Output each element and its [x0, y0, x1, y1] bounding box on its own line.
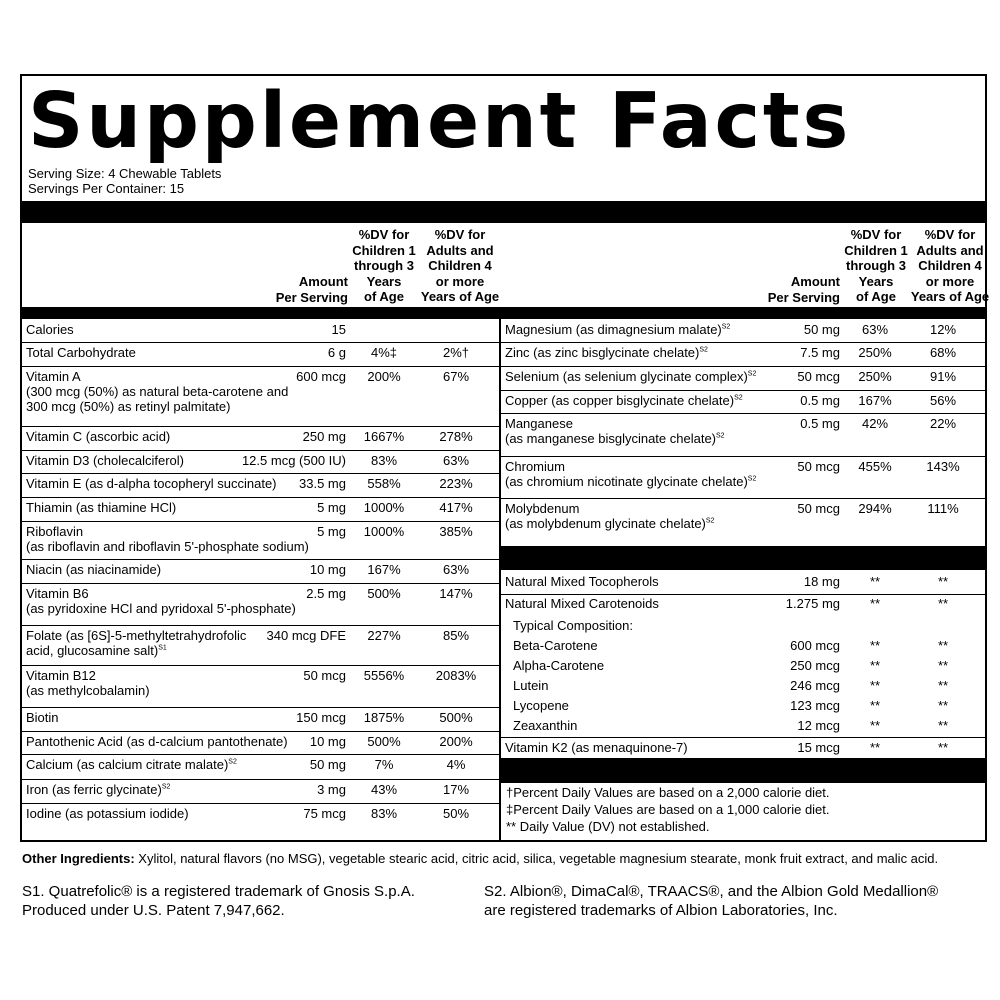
footnote-marker: S1: [158, 644, 167, 652]
amount-per-serving: 340 mcg DFE: [266, 628, 346, 643]
amount-per-serving: 15: [331, 322, 346, 337]
dv-adults: 22%: [929, 416, 957, 431]
nutrient-name: Vitamin A: [26, 369, 81, 384]
amount-per-serving: 18 mg: [803, 574, 840, 589]
dv-adults: **: [937, 638, 949, 653]
nutrient-name: Vitamin D3 (cholecalciferol): [26, 453, 184, 468]
panel-title: Supplement Facts: [28, 77, 852, 166]
dv-note-1000: ‡Percent Daily Values are based on a 1,000 calorie diet.: [506, 802, 830, 817]
nutrient-name: Vitamin C (ascorbic acid): [26, 429, 171, 444]
amount-per-serving: 2.5 mg: [306, 586, 346, 601]
nutrient-name: Iodine (as potassium iodide): [26, 806, 189, 821]
row-divider: [22, 559, 499, 560]
amount-per-serving: 150 mcg: [296, 710, 346, 725]
nutrient-name: Manganese: [505, 416, 573, 431]
dv-children: 227%: [367, 628, 401, 643]
amount-per-serving: 246 mcg: [790, 678, 840, 693]
right-header-amount: Amount Per Serving: [767, 274, 840, 305]
dv-children: **: [869, 718, 881, 733]
nutrient-name: Calcium (as calcium citrate malate)$^{S2}$: [26, 757, 237, 772]
footnote-marker: S2: [734, 394, 743, 402]
dv-adults: 385%: [439, 524, 473, 539]
nutrient-name: (as pyridoxine HCl and pyridoxal 5'-phosphate): [26, 601, 296, 616]
dv-adults: **: [937, 740, 949, 755]
dv-children: **: [869, 658, 881, 673]
right-header-dv-children: %DV for Children 1 through 3 Years of Age: [844, 227, 908, 305]
amount-per-serving: 7.5 mg: [800, 345, 840, 360]
footnote-marker: S2: [716, 432, 725, 440]
dv-adults: **: [937, 678, 949, 693]
left-header-dv-adults: %DV for Adults and Children 4 or more Years of Age: [420, 227, 500, 305]
row-divider: [22, 625, 499, 626]
nutrient-name: Selenium (as selenium glycinate complex)$^{S2}$: [505, 369, 757, 384]
nutrient-name: (as manganese bisglycinate chelate)$^{S2}$: [505, 431, 725, 446]
row-divider: [22, 665, 499, 666]
top-thick-bar: [22, 201, 985, 223]
dv-adults: 2083%: [435, 668, 477, 683]
nutrient-name: Zinc (as zinc bisglycinate chelate)$^{S2}$: [505, 345, 708, 360]
row-divider: [501, 342, 985, 343]
dv-children: 83%: [370, 806, 398, 821]
dv-adults: **: [937, 658, 949, 673]
amount-per-serving: 0.5 mg: [800, 416, 840, 431]
row-divider: [501, 737, 985, 738]
row-divider: [501, 366, 985, 367]
dv-children: **: [869, 678, 881, 693]
footnote-marker: S2: [747, 475, 757, 483]
dv-adults: 85%: [442, 628, 470, 643]
nutrient-name: Natural Mixed Tocopherols: [505, 574, 659, 589]
row-divider: [22, 583, 499, 584]
left-header-dv-children: %DV for Children 1 through 3 Years of Age: [352, 227, 416, 305]
amount-per-serving: 12.5 mcg (500 IU): [241, 453, 346, 468]
dv-children: **: [869, 698, 881, 713]
dv-children: 1875%: [363, 710, 405, 725]
footnote-marker: S2: [161, 783, 171, 791]
amount-per-serving: 0.5 mg: [800, 393, 840, 408]
dv-children: 1667%: [363, 429, 405, 444]
nutrient-name: (as methylcobalamin): [26, 683, 150, 698]
amount-per-serving: 50 mcg: [797, 369, 840, 384]
nutrient-name: Niacin (as niacinamide): [26, 562, 162, 577]
amount-per-serving: 600 mcg: [296, 369, 346, 384]
nutrient-name: (as riboflavin and riboflavin 5'-phosphate sodium): [26, 539, 309, 554]
dv-children: 500%: [367, 734, 401, 749]
dv-adults: 63%: [442, 453, 470, 468]
nutrient-name: Vitamin E (as d-alpha tocopheryl succinate): [26, 476, 277, 491]
dv-adults: 63%: [442, 562, 470, 577]
other-ingredients-label: Other Ingredients:: [22, 851, 135, 866]
amount-per-serving: 5 mg: [317, 500, 346, 515]
dv-children: 7%: [374, 757, 394, 772]
dv-adults: 67%: [442, 369, 470, 384]
row-divider: [501, 456, 985, 457]
serving-size: Serving Size: 4 Chewable Tablets: [28, 166, 222, 181]
amount-per-serving: 75 mcg: [303, 806, 346, 821]
dv-adults: 111%: [927, 501, 959, 516]
amount-per-serving: 123 mcg: [790, 698, 840, 713]
dv-children: 5556%: [363, 668, 405, 683]
nutrient-name: Molybdenum: [505, 501, 580, 516]
dv-adults: 12%: [929, 322, 957, 337]
dv-children: 167%: [858, 393, 892, 408]
footnote-marker: S2: [721, 323, 731, 331]
servings-per-container: Servings Per Container: 15: [28, 181, 185, 196]
amount-per-serving: 15 mcg: [797, 740, 840, 755]
amount-per-serving: 600 mcg: [790, 638, 840, 653]
row-divider: [22, 779, 499, 780]
nutrient-name: Zeaxanthin: [513, 718, 578, 733]
dv-adults: 147%: [439, 586, 473, 601]
nutrient-name: Beta-Carotene: [513, 638, 598, 653]
amount-per-serving: 33.5 mg: [299, 476, 346, 491]
row-divider: [501, 413, 985, 414]
footnote-s1: S1. Quatrefolic® is a registered trademark of Gnosis S.p.A. Produced under U.S. Patent 7,947,662.: [22, 883, 415, 919]
dv-adults: 91%: [929, 369, 957, 384]
row-divider: [501, 594, 985, 595]
amount-per-serving: 12 mcg: [797, 718, 840, 733]
dv-children: 455%: [858, 459, 892, 474]
dv-children: 83%: [370, 453, 398, 468]
dv-children: 1000%: [363, 524, 405, 539]
row-divider: [22, 497, 499, 498]
dv-children: **: [869, 638, 881, 653]
dv-children: 200%: [367, 369, 401, 384]
dv-adults: 50%: [442, 806, 470, 821]
supplement-facts-panel: [20, 74, 990, 842]
nutrient-name: Vitamin K2 (as menaquinone-7): [505, 740, 688, 755]
dv-adults: 4%: [446, 757, 466, 772]
amount-per-serving: 50 mg: [803, 322, 840, 337]
dv-adults: 417%: [439, 500, 473, 515]
amount-per-serving: 5 mg: [317, 524, 346, 539]
nutrient-name: Magnesium (as dimagnesium malate)$^{S2}$: [505, 322, 731, 337]
dv-adults: 68%: [929, 345, 957, 360]
amount-per-serving: 10 mg: [309, 734, 346, 749]
dv-adults: **: [937, 596, 949, 611]
footnote-s2: S2. Albion®, DimaCal®, TRAACS®, and the Albion Gold Medallion® are registered trademarks of Albion Laboratories, Inc.: [484, 883, 939, 919]
footnote-marker: S2: [747, 370, 757, 378]
row-divider: [22, 707, 499, 708]
dv-children: 43%: [370, 782, 398, 797]
nutrient-name: acid, glucosamine salt)$^{S1}$: [26, 643, 167, 658]
row-divider: [22, 342, 499, 343]
dv-adults: 200%: [439, 734, 473, 749]
dv-adults: 143%: [926, 459, 960, 474]
dv-children: 500%: [367, 586, 401, 601]
nutrient-name: Vitamin B12: [26, 668, 96, 683]
dv-note-not-established: ** Daily Value (DV) not established.: [506, 819, 710, 834]
nutrient-name: Alpha-Carotene: [513, 658, 605, 673]
right-header-dv-adults: %DV for Adults and Children 4 or more Years of Age: [910, 227, 990, 305]
row-divider: [22, 803, 499, 804]
dv-children: 558%: [367, 476, 401, 491]
dv-children: 1000%: [363, 500, 405, 515]
footnote-marker: S2: [699, 346, 708, 354]
nutrient-name: Folate (as [6S]-5-methyltetrahydrofolic: [26, 628, 247, 643]
dv-children: 250%: [858, 369, 892, 384]
dv-children: 250%: [858, 345, 892, 360]
dv-adults: 56%: [929, 393, 957, 408]
other-ingredients-text: Xylitol, natural flavors (no MSG), vegetable stearic acid, citric acid, silica, vegetable magnesium stearate, monk fruit extract, and malic acid.: [134, 851, 939, 866]
footnote-marker: S2: [228, 758, 237, 766]
row-divider: [22, 366, 499, 367]
dv-adults: 278%: [439, 429, 473, 444]
row-divider: [501, 498, 985, 499]
nutrient-name: Iron (as ferric glycinate)$^{S2}$: [26, 782, 171, 797]
nutrient-name: Copper (as copper bisglycinate chelate)$^{S2}$: [505, 393, 743, 408]
nutrient-name: (as chromium nicotinate glycinate chelate)$^{S2}$: [505, 474, 757, 489]
amount-per-serving: 250 mcg: [790, 658, 840, 673]
amount-per-serving: 250 mg: [302, 429, 346, 444]
nutrient-name: Lycopene: [513, 698, 569, 713]
dv-adults: **: [937, 574, 949, 589]
right-mid-bar: [501, 546, 985, 570]
dv-children: 42%: [861, 416, 889, 431]
amount-per-serving: 50 mcg: [797, 501, 840, 516]
amount-per-serving: 6 g: [327, 345, 346, 360]
nutrient-name: (as molybdenum glycinate chelate)$^{S2}$: [505, 516, 715, 531]
amount-per-serving: 3 mg: [317, 782, 346, 797]
dv-adults: 17%: [442, 782, 470, 797]
amount-per-serving: 1.275 mg: [785, 596, 840, 611]
dv-children: **: [869, 574, 881, 589]
left-header-amount: Amount Per Serving: [275, 274, 348, 305]
other-ingredients: [22, 851, 987, 866]
nutrient-name: Riboflavin: [26, 524, 84, 539]
row-divider: [501, 390, 985, 391]
nutrient-name: Natural Mixed Carotenoids: [505, 596, 659, 611]
dv-adults: 223%: [439, 476, 473, 491]
row-divider: [22, 731, 499, 732]
nutrient-name: Chromium: [505, 459, 565, 474]
nutrient-name: Lutein: [513, 678, 549, 693]
nutrient-name: Calories: [26, 322, 74, 337]
row-divider: [22, 473, 499, 474]
row-divider: [22, 754, 499, 755]
amount-per-serving: 50 mg: [309, 757, 346, 772]
row-divider: [22, 426, 499, 427]
nutrient-name: (300 mcg (50%) as natural beta-carotene and: [26, 384, 289, 399]
dv-children: 167%: [367, 562, 401, 577]
nutrient-name: Thiamin (as thiamine HCl): [26, 500, 177, 515]
dv-adults: 500%: [439, 710, 473, 725]
dv-note-2000: †Percent Daily Values are based on a 2,000 calorie diet.: [506, 785, 830, 800]
dv-adults: **: [937, 718, 949, 733]
footnote-marker: S2: [705, 517, 715, 525]
nutrient-name: Biotin: [26, 710, 59, 725]
header-thick-bar: [22, 307, 985, 319]
row-divider: [22, 521, 499, 522]
right-low-bar: [501, 758, 985, 783]
dv-children: **: [869, 596, 881, 611]
dv-children: **: [869, 740, 881, 755]
nutrient-name: Vitamin B6: [26, 586, 89, 601]
dv-children: 4%‡: [370, 345, 398, 360]
row-divider: [22, 450, 499, 451]
nutrient-name: Typical Composition:: [513, 618, 633, 633]
nutrient-name: Total Carbohydrate: [26, 345, 136, 360]
amount-per-serving: 50 mcg: [797, 459, 840, 474]
amount-per-serving: 50 mcg: [303, 668, 346, 683]
dv-children: 294%: [858, 501, 892, 516]
dv-children: 63%: [861, 322, 889, 337]
nutrient-name: Pantothenic Acid (as d-calcium pantothenate): [26, 734, 288, 749]
nutrient-name: 300 mcg (50%) as retinyl palmitate): [26, 399, 231, 414]
amount-per-serving: 10 mg: [309, 562, 346, 577]
dv-adults: **: [937, 698, 949, 713]
dv-adults: 2%†: [442, 345, 470, 360]
